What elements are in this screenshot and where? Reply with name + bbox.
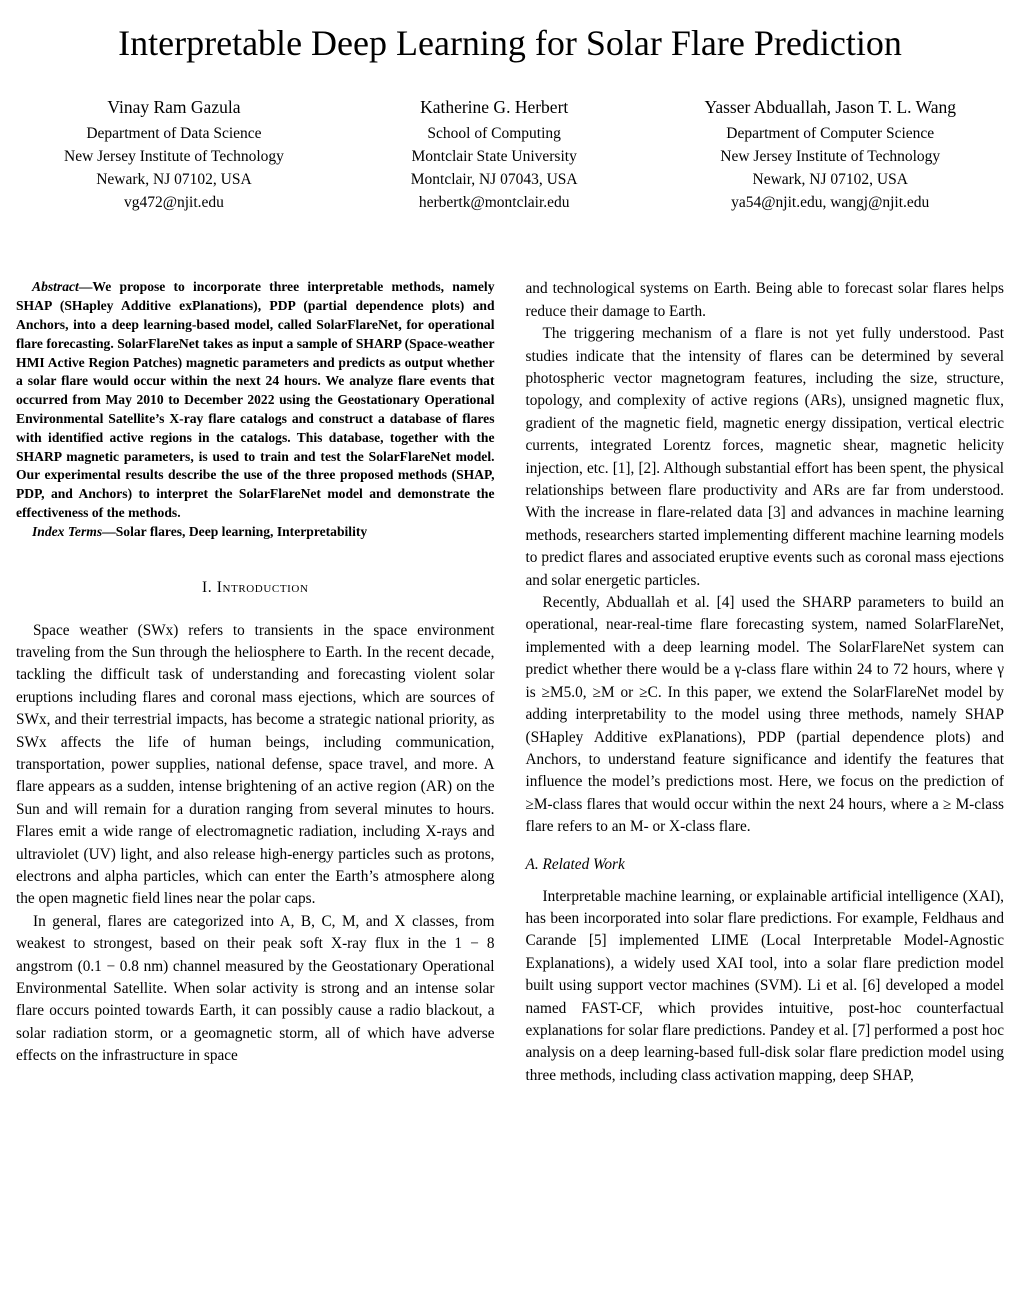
author-list: [16, 95, 1004, 214]
author-email: vg472@njit.edu: [123, 194, 224, 212]
index-terms-label: Index Terms: [32, 523, 103, 539]
solarflarenet-paragraph: Recently, Abduallah et al. [4] used the SHARP parameters to build an operational, near-real-time flare forecasting system, named SolarFlareNet, implemented with a deep learning model. The SolarFlareNet system can predict whether there would be a γ-class flare within 24 to 72 hours, where γ is ≥M5.0, ≥M or ≥C. In this paper, we extend the SolarFlareNet model by adding interpretability to the model using three methods, namely SHAP (SHapley Additive exPlanations), PDP (partial dependence plots) and Anchors, to understand feature significance and identify the features that influence the model’s predictions most. Here, we focus on the prediction of ≥M-class flares that would occur within the next 24 hours, where a ≥ M-class flare refers to an M- or X-class flare.: [525, 594, 1004, 836]
author-institution: Montclair State University: [411, 148, 577, 166]
author-department: Department of Data Science: [86, 125, 262, 143]
section-heading-introduction: I. Introduction: [201, 578, 309, 596]
body-columns: [16, 278, 1004, 1087]
author-block-3: [704, 95, 956, 214]
author-address: Newark, NJ 07102, USA: [752, 171, 908, 189]
author-department: School of Computing: [427, 125, 561, 143]
subsection-heading-related-work: A. Related Work: [525, 855, 625, 873]
abstract-text: —We propose to incorporate three interpretable methods, namely SHAP (SHapley Additive exPlanations), PDP (partial dependence plots) and Anchors, into a deep learning-based model, called SolarFlareNet, for operational flare forecasting. SolarFlareNet takes as input a sample of SHARP (Space-weather HMI Active Region Patches) magnetic parameters and predicts as output whether a solar flare would occur within the next 24 hours. We analyze flare events that occurred from May 2010 to December 2022 using the Geostationary Operational Environmental Satellite’s X-ray flare catalogs and construct a database of flares with identified active regions in the catalogs. This database, together with the SHARP magnetic parameters, is used to train and test the SolarFlareNet model. Our experimental results describe the use of the three proposed methods (SHAP, PDP, and Anchors) to interpret the SolarFlareNet model and demonstrate the effectiveness of the methods.: [16, 279, 495, 520]
index-terms-text: —Solar flares, Deep learning, Interpretability: [102, 523, 368, 539]
author-name: Vinay Ram Gazula: [107, 97, 241, 118]
author-institution: New Jersey Institute of Technology: [64, 148, 284, 166]
author-address: Newark, NJ 07102, USA: [96, 171, 252, 189]
triggering-mechanism-paragraph: The triggering mechanism of a flare is not yet fully understood. Past studies indicate that the intensity of flares can be determined by several photospheric vector magnetogram features, including the size, structure, topology, and complexity of active regions (ARs), unsigned magnetic flux, gradient of the magnetic field, magnetic energy dissipation, vertical electric currents, integrated Lorentz forces, magnetic shear, magnetic helicity injection, etc. [1], [2]. Although substantial effort has been spent, the physical relationships between flare productivity and ARs are far from understood. With the increase in flare-related data [3] and advances in machine learning methods, researchers started implementing different machine learning models to predict flares and associated eruptive events such as coronal mass ejections and solar energetic particles.: [525, 325, 1004, 589]
introduction-paragraph-2: In general, flares are categorized into A, B, C, M, and X classes, from weakest to strongest, based on their peak soft X-ray flux in the 1 − 8 angstrom (0.1 − 0.8 nm) channel measured by the Geostationary Operational Environmental Satellite. When solar activity is strong and an intense solar flare occurs pointed towards Earth, it can possibly cause a radio blackout, a solar radiation storm, or a geomagnetic storm, all of which have adverse effects on the infrastructure in space: [16, 912, 495, 1065]
author-email: herbertk@montclair.edu: [418, 194, 570, 212]
left-column: [16, 278, 495, 1087]
author-department: Department of Computer Science: [726, 125, 935, 143]
related-work-paragraph: Interpretable machine learning, or explainable artificial intelligence (XAI), has been incorporated into solar flare predictions. For example, Feldhaus and Carande [5] implemented LIME (Local Interpretable Model-Agnostic Explanations), a widely used XAI tool, into a solar flare prediction model built using support vector machines (SVM). Li et al. [6] developed a model named FAST-CF, which provides intuitive, post-hoc counterfactual explanations for solar flare predictions. Pandey et al. [7] performed a post hoc analysis on a deep learning-based full-disk solar flare prediction model using three methods, including class activation mapping, deep SHAP,: [525, 887, 1004, 1084]
author-email: ya54@njit.edu, wangj@njit.edu: [731, 194, 930, 212]
author-name: Yasser Abduallah, Jason T. L. Wang: [704, 97, 956, 118]
author-institution: New Jersey Institute of Technology: [720, 148, 941, 166]
author-address: Montclair, NJ 07043, USA: [410, 171, 578, 189]
abstract-label: Abstract: [32, 279, 79, 295]
abstract-paragraph: [16, 278, 495, 522]
paper-title: Interpretable Deep Learning for Solar Flare Prediction: [118, 23, 902, 63]
author-block-2: [411, 95, 578, 214]
author-block-1: [64, 95, 284, 214]
index-terms-paragraph: [16, 523, 495, 542]
continuation-paragraph: and technological systems on Earth. Being able to forecast solar flares helps reduce their damage to Earth.: [525, 280, 1004, 320]
introduction-paragraph-1: Space weather (SWx) refers to transients in the space environment traveling from the Sun through the heliosphere to Earth. In the recent decade, tackling the difficult task of understanding and forecasting violent solar eruptions including flares and coronal mass ejections, which are sources of SWx, and their terrestrial impacts, has become a strategic national priority, as SWx affects the life of human beings, including communication, transportation, power supplies, national defense, space travel, and more. A flare appears as a sudden, intense brightening of an active region (AR) on the Sun and will remain for a duration ranging from several minutes to hours. Flares emit a wide range of electromagnetic radiation, including X-rays and ultraviolet (UV) light, and also release high-energy particles such as protons, electrons and alpha particles, which can enter the Earth’s atmosphere along the open magnetic field lines near the polar caps.: [16, 621, 495, 908]
right-column: [526, 278, 1005, 1087]
author-name: Katherine G. Herbert: [420, 97, 569, 118]
